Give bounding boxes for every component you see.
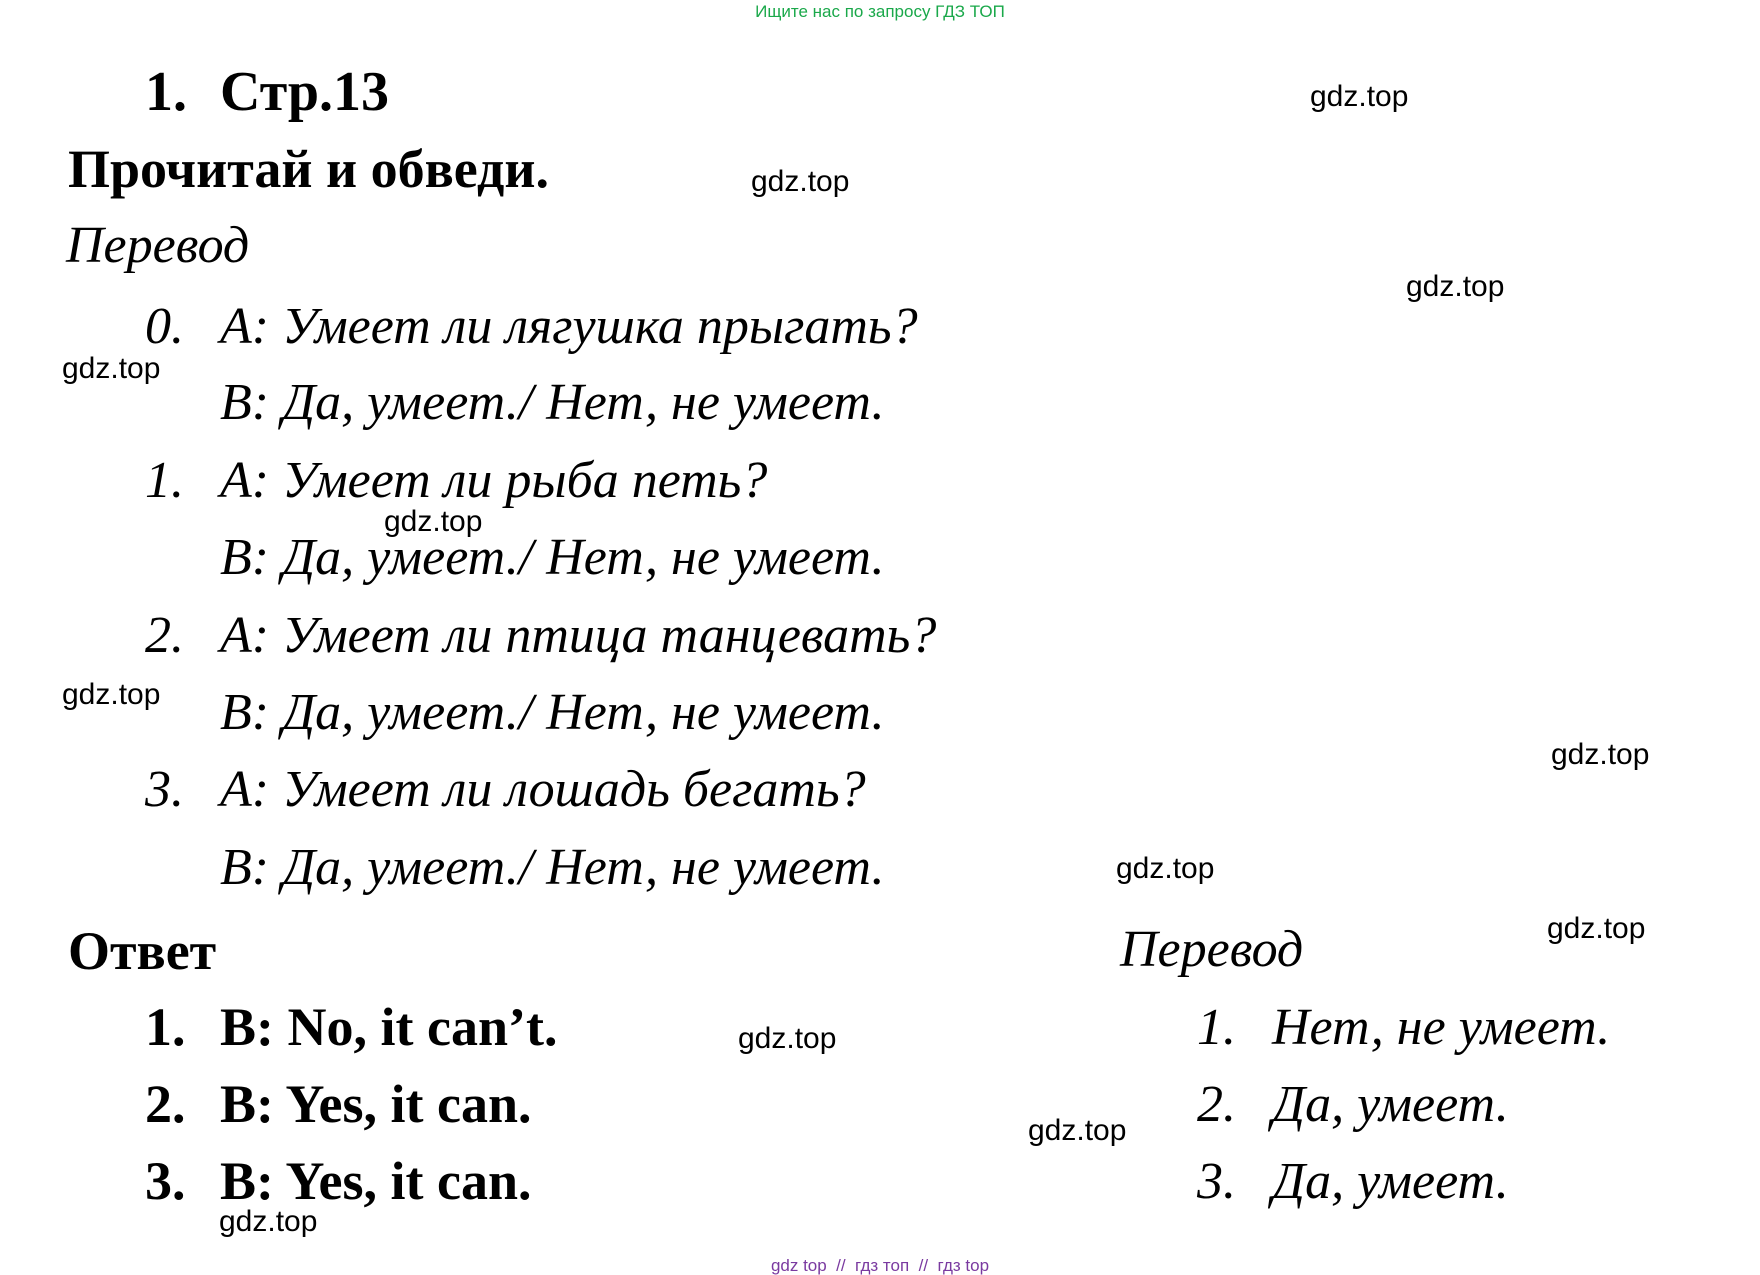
watermark: gdz.top (62, 352, 161, 385)
top-banner-text: Ищите нас по запросу ГДЗ ТОП (755, 2, 1005, 21)
translation-item-3-answer: B: Да, умеет./ Нет, не умеет. (220, 839, 885, 896)
translation-item-0-answer: B: Да, умеет./ Нет, не умеет. (220, 374, 885, 431)
answer-item-3 (145, 1150, 531, 1212)
watermark: gdz.top (1310, 80, 1409, 113)
translation-item-number: 2. (145, 607, 184, 664)
exercise-number: 1. (145, 61, 187, 123)
translation-item-question: A: Умеет ли рыба петь? (220, 452, 768, 509)
translation-label: Перевод (66, 217, 250, 274)
answer-translation-text: Нет, не умеет. (1272, 999, 1611, 1056)
watermark: gdz.top (219, 1205, 318, 1238)
watermark: gdz.top (1406, 270, 1505, 303)
translation-item-question: A: Умеет ли лягушка прыгать? (220, 298, 918, 355)
answer-translation-item-1 (1197, 998, 1610, 1057)
answer-translation-item-2 (1197, 1075, 1509, 1134)
watermark: gdz.top (751, 165, 850, 198)
answer-item-number: 2. (145, 1074, 186, 1134)
answer-item-2 (145, 1073, 531, 1135)
answer-item-1 (145, 996, 557, 1058)
watermark: gdz.top (1028, 1114, 1127, 1147)
translation-item-3-question (145, 760, 866, 819)
answer-translation-label: Перевод (1120, 921, 1304, 978)
translation-item-2-question (145, 606, 936, 665)
answer-translation-text: Да, умеет. (1272, 1153, 1509, 1210)
bottom-banner-text: gdz top // гдз топ // гдз top (770, 1256, 990, 1275)
watermark: gdz.top (738, 1022, 837, 1055)
bottom-banner (0, 1256, 1760, 1275)
answer-item-text: B: Yes, it can. (220, 1074, 532, 1134)
watermark: gdz.top (1116, 852, 1215, 885)
translation-item-1-question (145, 451, 767, 510)
answer-label: Ответ (68, 921, 217, 981)
exercise-header (145, 60, 389, 124)
answer-translation-number: 2. (1197, 1076, 1236, 1133)
answer-translation-number: 1. (1197, 999, 1236, 1056)
watermark: gdz.top (1547, 912, 1646, 945)
answer-translation-item-3 (1197, 1152, 1509, 1211)
answer-item-number: 1. (145, 997, 186, 1057)
watermark: gdz.top (384, 505, 483, 538)
answer-translation-text: Да, умеет. (1272, 1076, 1509, 1133)
translation-item-question: A: Умеет ли птица танцевать? (220, 607, 937, 664)
translation-item-1-answer: B: Да, умеет./ Нет, не умеет. (220, 529, 885, 586)
watermark: gdz.top (62, 678, 161, 711)
top-banner (0, 2, 1760, 22)
translation-item-number: 1. (145, 452, 184, 509)
exercise-instruction: Прочитай и обведи. (68, 139, 549, 199)
exercise-page: Стр.13 (220, 61, 390, 123)
answer-translation-number: 3. (1197, 1153, 1236, 1210)
answer-item-text: B: No, it can’t. (220, 997, 558, 1057)
translation-item-2-answer: B: Да, умеет./ Нет, не умеет. (220, 684, 885, 741)
translation-item-0-question (145, 297, 918, 356)
answer-item-number: 3. (145, 1151, 186, 1211)
translation-item-question: A: Умеет ли лошадь бегать? (220, 761, 866, 818)
translation-item-number: 0. (145, 298, 184, 355)
answer-item-text: B: Yes, it can. (220, 1151, 532, 1211)
watermark: gdz.top (1551, 738, 1650, 771)
translation-item-number: 3. (145, 761, 184, 818)
